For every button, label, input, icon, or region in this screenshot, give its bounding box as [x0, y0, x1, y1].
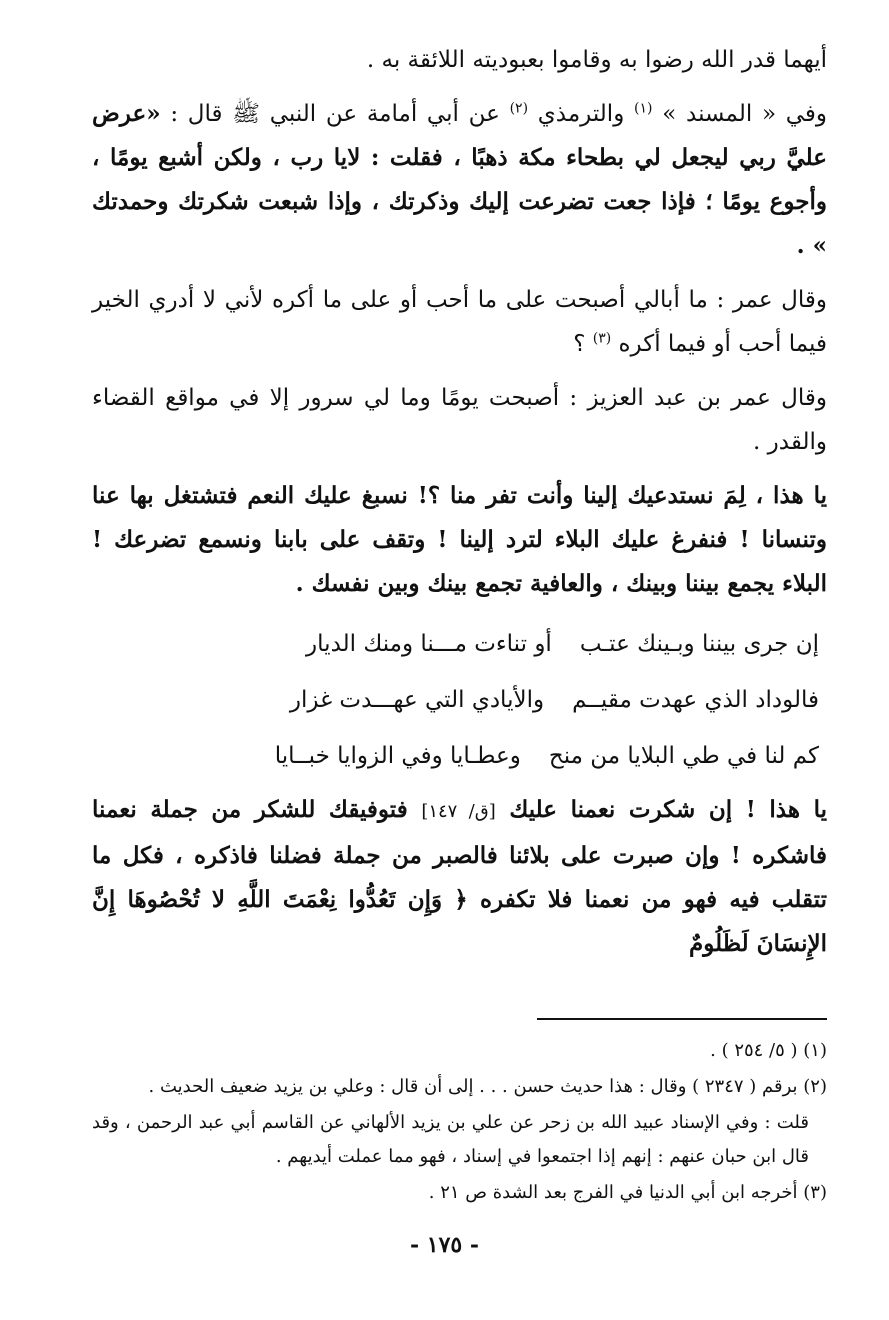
text-segment: يا هذا ! إن شكرت نعمنا عليك — [509, 796, 827, 823]
verse-second-half: أو تناءت مـــنا ومنك الديار — [306, 631, 552, 657]
paragraph-opening — [92, 38, 827, 82]
text-segment: ؟ — [573, 331, 586, 357]
text-segment: وقال عمر بن عبد العزيز : أصبحت يومًا وما لي سرور إلا في مواقع القضاء والقدر . — [92, 385, 827, 455]
manuscript-ref: [ق/ ١٤٧] — [421, 801, 496, 822]
verse-first-half: كم لنا في طي البلايا من منح — [548, 743, 819, 769]
verse-first-half: فالوداد الذي عهدت مقيــم — [572, 687, 819, 713]
poem — [92, 616, 827, 784]
text-segment: وقال عمر : ما أبالي أصبحت على ما أحب أو على ما أكره لأني لا أدري الخير فيما أحب أو فيما أكره — [92, 287, 827, 357]
paragraph-hadith — [92, 92, 827, 268]
paragraph-umar — [92, 278, 827, 366]
poem-verse — [92, 728, 827, 784]
footnote-ref-2[interactable]: (٢) — [509, 100, 529, 117]
footnote-3: (٣) أخرجه ابن أبي الدنيا في الفرج بعد الشدة ص ٢١ . — [428, 1182, 827, 1203]
footnote-2-note: قلت : وفي الإسناد عبيد الله بن زحر عن علي بن يزيد الألهاني عن القاسم أبي عبد الرحمن ، وقد قال ابن حبان عنهم : إنهم إذا اجتمعوا في إسناد ، فهو مما عملت أيديهم . — [92, 1112, 809, 1167]
footnote-divider — [537, 1018, 827, 1020]
text-segment: يا هذا ، لِمَ نستدعيك إلينا وأنت تفر منا ؟! نسبغ عليك النعم فتشتغل بها عنا وتنسانا ! فنفرغ عليك البلاء لترد إلينا ! وتقف على بابنا ونسمع تضرعك ! البلاء يجمع بيننا وبينك ، والعافية تجمع بينك وبين نفسك . — [92, 482, 827, 597]
footnote-ref-3[interactable]: (٣) — [592, 330, 612, 347]
quran-verse: ﴿ وَإِن تَعُدُّوا نِعْمَتَ اللَّهِ لا تُحْصُوهَا إِنَّ الإِنسَانَ لَظَلُومٌ — [92, 886, 827, 957]
text-segment: وفي « المسند » — [662, 101, 827, 127]
verse-second-half: وعطـايا وفي الزوايا خبــايا — [274, 743, 521, 769]
paragraph-address — [92, 474, 827, 606]
poem-verse — [92, 616, 827, 672]
verse-second-half: والأيادي التي عهـــدت غزار — [289, 687, 545, 713]
verse-first-half: إن جرى بيننا وبـينك عتـب — [579, 631, 819, 657]
text-line: أيهما قدر الله رضوا به وقاموا بعبوديته اللائقة به . — [366, 47, 827, 73]
page-number: - ١٧٥ - — [409, 1232, 480, 1258]
paragraph-gratitude — [92, 788, 827, 966]
poem-verse — [92, 672, 827, 728]
footnote-1: (١) ( ٥/ ٢٥٤ ) . — [710, 1040, 827, 1061]
text-segment: فتوفيقك للشكر من جملة نعمنا فاشكره ! وإن صبرت على بلائنا فالصبر من جملة فضلنا فاذكره ، فكل ما تتقلب فيه فهو من نعمنا فلا تكفره — [92, 796, 827, 913]
text-segment: عن أبي أمامة عن النبي ﷺ قال : — [170, 101, 500, 127]
text-segment: والترمذي — [537, 101, 625, 127]
footnote-ref-1[interactable]: (١) — [634, 100, 653, 117]
hadith-text: «عرض عليَّ ربي ليجعل لي بطحاء مكة ذهبًا ، فقلت : لايا رب ، ولكن أشبع يومًا ، وأجوع يومًا ؛ فإذا جعت تضرعت إليك وذكرتك ، وإذا شبعت شكرتك وحمدتك » . — [92, 100, 827, 259]
paragraph-umar-abdulaziz — [92, 376, 827, 464]
footnote-2: (٢) برقم ( ٢٣٤٧ ) وقال : هذا حديث حسن . . . إلى أن قال : وعلي بن يزيد ضعيف الحديث . — [148, 1076, 827, 1097]
